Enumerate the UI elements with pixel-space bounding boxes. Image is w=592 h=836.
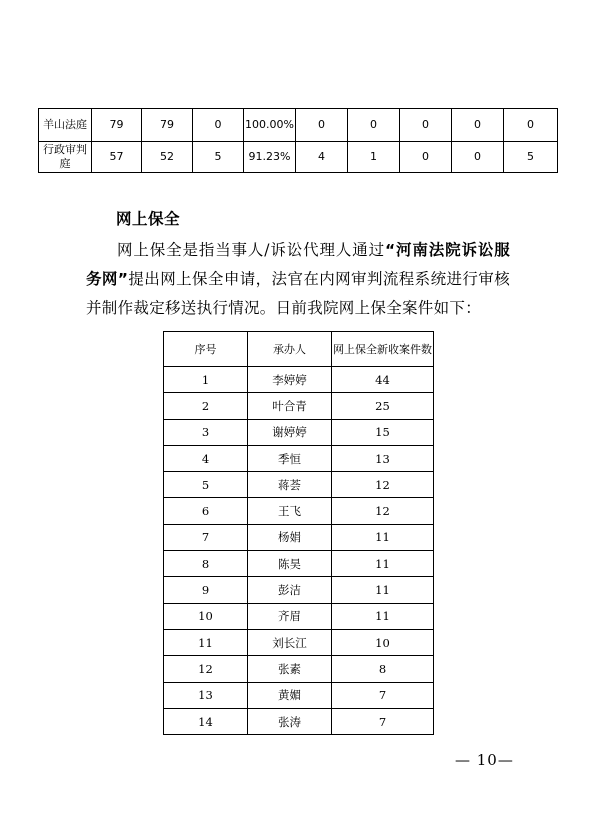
table-cell: 8 (164, 551, 248, 577)
table-cell: 25 (332, 393, 434, 419)
column-header: 承办人 (248, 332, 332, 367)
table-cell: 2 (164, 393, 248, 419)
table-row (164, 577, 434, 603)
table-cell: 0 (504, 109, 558, 142)
table-cell: 行政审判庭 (39, 142, 92, 173)
table-cell: 11 (164, 629, 248, 655)
table-cell: 11 (332, 524, 434, 550)
table-row (164, 419, 434, 445)
table-cell: 4 (296, 142, 348, 173)
section-heading: 网上保全 (116, 210, 181, 228)
table-cell: 79 (142, 109, 193, 142)
table-cell: 5 (193, 142, 244, 173)
table-cell: 5 (164, 472, 248, 498)
paragraph-text: 提出网上保全申请，法官在内网审判流程系统进行审核并制作裁定移送执行情况。日前我院网上保全案件如下： (86, 270, 510, 317)
table-cell: 9 (164, 577, 248, 603)
table-cell: 12 (332, 498, 434, 524)
table-cell: 13 (332, 445, 434, 471)
table-row (164, 524, 434, 550)
table-cell: 张涛 (248, 708, 332, 734)
table-cell: 15 (332, 419, 434, 445)
table-cell: 11 (332, 603, 434, 629)
table-cell: 52 (142, 142, 193, 173)
online-preservation-table (163, 331, 434, 735)
table-cell: 陈昊 (248, 551, 332, 577)
table-cell: 张素 (248, 656, 332, 682)
table-row (164, 498, 434, 524)
table-cell: 0 (193, 109, 244, 142)
table-cell: 李婷婷 (248, 367, 332, 393)
table-cell: 0 (400, 109, 452, 142)
table-cell: 蒋荟 (248, 472, 332, 498)
table-cell: 14 (164, 708, 248, 734)
table-cell: 8 (332, 656, 434, 682)
table-cell: 0 (400, 142, 452, 173)
table-row (164, 367, 434, 393)
column-header: 网上保全新收案件数 (332, 332, 434, 367)
table-cell: 4 (164, 445, 248, 471)
table-header-row (164, 332, 434, 367)
table-row (164, 472, 434, 498)
table-cell: 羊山法庭 (39, 109, 92, 142)
table-row (164, 393, 434, 419)
table-row (164, 603, 434, 629)
table-cell: 1 (164, 367, 248, 393)
paragraph-emphasis: “河南法院诉讼服务网” (86, 241, 511, 288)
table-row (164, 551, 434, 577)
table-cell: 11 (332, 577, 434, 603)
table-cell: 7 (332, 682, 434, 708)
paragraph-text: 网上保全是指当事人/诉讼代理人通过 (117, 241, 385, 259)
table-row (164, 682, 434, 708)
section-paragraph (86, 236, 510, 323)
table-cell: 0 (296, 109, 348, 142)
table-cell: 杨娟 (248, 524, 332, 550)
table-cell: 10 (332, 629, 434, 655)
table-row (164, 708, 434, 734)
table-cell: 11 (332, 551, 434, 577)
table-cell: 0 (348, 109, 400, 142)
court-stats-table (38, 108, 558, 173)
table-cell: 7 (164, 524, 248, 550)
table-cell: 57 (92, 142, 142, 173)
table-row (164, 445, 434, 471)
table-row (39, 142, 558, 173)
table-cell: 黄媚 (248, 682, 332, 708)
table-cell: 0 (452, 109, 504, 142)
table-cell: 3 (164, 419, 248, 445)
table-cell: 6 (164, 498, 248, 524)
table-cell: 7 (332, 708, 434, 734)
table-cell: 12 (332, 472, 434, 498)
table-cell: 10 (164, 603, 248, 629)
table-cell: 彭洁 (248, 577, 332, 603)
table-cell: 谢婷婷 (248, 419, 332, 445)
table-row (164, 656, 434, 682)
page-number: — 10— (455, 751, 514, 769)
table-cell: 季恒 (248, 445, 332, 471)
table-cell: 100.00% (244, 109, 296, 142)
table-cell: 齐眉 (248, 603, 332, 629)
table-cell: 1 (348, 142, 400, 173)
table-cell: 44 (332, 367, 434, 393)
table-cell: 王飞 (248, 498, 332, 524)
table-cell: 12 (164, 656, 248, 682)
table-row (39, 109, 558, 142)
column-header: 序号 (164, 332, 248, 367)
table-cell: 13 (164, 682, 248, 708)
table-cell: 叶合青 (248, 393, 332, 419)
table-row (164, 629, 434, 655)
table-cell: 5 (504, 142, 558, 173)
table-cell: 91.23% (244, 142, 296, 173)
table-cell: 0 (452, 142, 504, 173)
table-cell: 79 (92, 109, 142, 142)
table-cell: 刘长江 (248, 629, 332, 655)
